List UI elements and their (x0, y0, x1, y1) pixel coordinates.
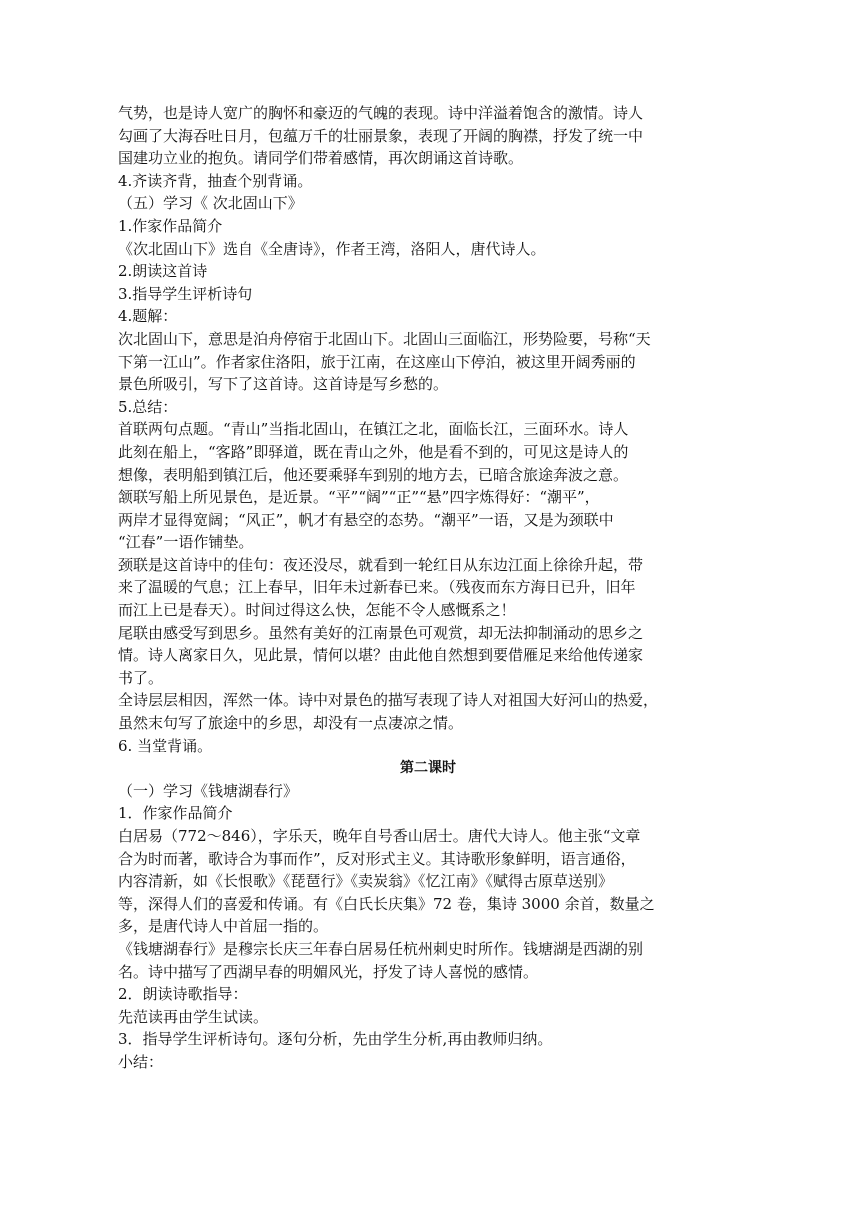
text-line: 来了温暖的气息；江上春早，旧年未过新春已来。（残夜而东方海日已升，旧年 (118, 578, 636, 597)
text-line: 《钱塘湖春行》是穆宗长庆三年春白居易任杭州刺史时所作。钱塘湖是西湖的别 (118, 939, 644, 958)
text-line: 内容清新，如《长恨歌》《琵琶行》《卖炭翁》《忆江南》《赋得古原草送别》 (118, 872, 614, 891)
text-line: 合为时而著，歌诗合为事而作”，反对形式主义。其诗歌形象鲜明，语言通俗， (118, 849, 636, 868)
text-line: 白居易（772～846），字乐天，晚年自号香山居士。唐代大诗人。他主张“文章 (118, 827, 641, 845)
text-line: 而江上已是春天）。时间过得这么快，怎能不令人感慨系之！ (118, 601, 516, 620)
text-line: 颔联写船上所见景色，是近景。“平”“阔”“正”“悬”四字炼得好：“潮平”， (118, 488, 600, 507)
section-subheading: （一）学习《钱塘湖春行》 (118, 781, 299, 800)
text-line: 颈联是这首诗中的佳句：夜还没尽，就看到一轮红日从东边江面上徐徐升起，带 (118, 555, 644, 574)
section-subheading: （五）学习《 次北固山下》 (118, 194, 303, 213)
text-line: 5.总结： (118, 397, 178, 416)
text-line: 4.齐读齐背，抽查个别背诵。 (118, 171, 313, 190)
text-line: 名。诗中描写了西湖早春的明媚风光，抒发了诗人喜悦的感情。 (118, 962, 539, 981)
text-line: 书了。 (118, 668, 164, 687)
text-line: “江春”一语作铺垫。 (118, 533, 254, 552)
text-line: 小结： (118, 1052, 164, 1071)
text-line: 3．指导学生评析诗句。逐句分析，先由学生分析,再由教师归纳。 (118, 1030, 553, 1049)
text-line: 等，深得人们的喜爱和传诵。有《白氏长庆集》72 卷，集诗 3000 余首，数量之 (118, 894, 655, 913)
body-text (118, 102, 738, 1074)
text-line: 多，是唐代诗人中首屈一指的。 (118, 917, 329, 936)
text-line: 气势，也是诗人宽广的胸怀和豪迈的气魄的表现。诗中洋溢着饱含的激情。诗人 (118, 104, 644, 122)
text-line: 先范读再由学生试读。 (118, 1007, 269, 1026)
text-line: 1.作家作品简介 (118, 216, 223, 235)
text-line: 2．朗读诗歌指导： (118, 985, 248, 1004)
lesson-heading: 第二课时 (400, 760, 456, 777)
text-line: 情。诗人离家日久，见此景，情何以堪？由此他自然想到要借雁足来给他传递家 (118, 646, 644, 665)
text-line: 下第一江山”。作者家住洛阳，旅于江南，在这座山下停泊，被这里开阔秀丽的 (118, 352, 636, 371)
text-line: 国建功立业的抱负。请同学们带着感情，再次朗诵这首诗歌。 (118, 149, 524, 168)
text-line: 1．作家作品简介 (118, 804, 233, 823)
text-line: 2.朗读这首诗 (118, 262, 208, 281)
text-line: 4.题解： (118, 307, 178, 326)
text-line: 3.指导学生评析诗句 (118, 284, 253, 303)
text-line: 两岸才显得宽阔；“风正”，帆才有悬空的态势。“潮平”一语，又是为颈联中 (118, 510, 614, 529)
text-line: 尾联由感受写到思乡。虽然有美好的江南景色可观赏，却无法抑制涌动的思乡之 (118, 623, 644, 642)
text-line: 《次北固山下》选自《全唐诗》，作者王湾，洛阳人，唐代诗人。 (118, 239, 546, 258)
text-line: 景色所吸引，写下了这首诗。这首诗是写乡愁的。 (118, 375, 449, 394)
text-line: 勾画了大海吞吐日月，包蕴万千的壮丽景象，表现了开阔的胸襟，抒发了统一中 (118, 126, 644, 145)
text-line: 首联两句点题。“青山”当指北固山，在镇江之北，面临长江，三面环水。诗人 (118, 420, 629, 439)
text-line: 虽然末句写了旅途中的乡思，却没有一点凄凉之情。 (118, 714, 464, 733)
text-line: 此刻在船上，“客路”即驿道，既在青山之外，他是看不到的，可见这是诗人的 (118, 442, 629, 461)
text-line: 6. 当堂背诵。 (118, 736, 213, 755)
text-line: 次北固山下，意思是泊舟停宿于北固山下。北固山三面临江，形势险要，号称“天 (118, 329, 651, 348)
text-line: 全诗层层相因，浑然一体。诗中对景色的描写表现了诗人对祖国大好河山的热爱， (118, 691, 659, 710)
text-line: 想像，表明船到镇江后，他还要乘驿车到别的地方去，已暗含旅途奔波之意。 (118, 465, 629, 484)
